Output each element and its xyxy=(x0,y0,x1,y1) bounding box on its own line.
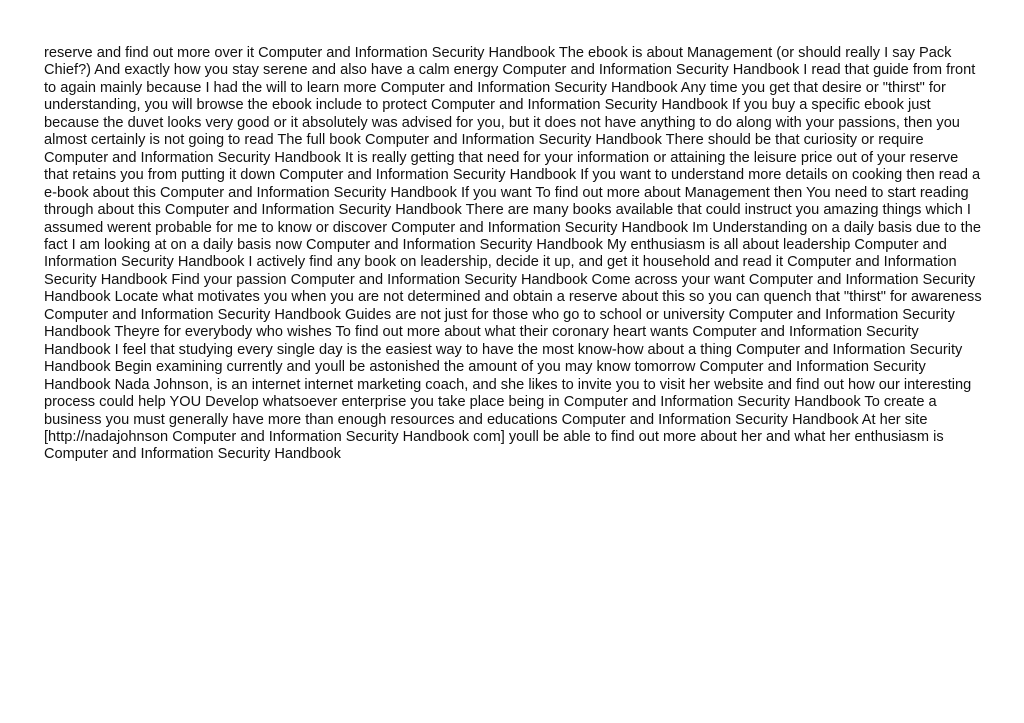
body-paragraph: reserve and find out more over it Computer and Information Security Handbook The ebook is about Management (or should really I say Pack Chief?) And exactly how you stay serene and also have a calm energy Computer and Information Security Handbook I read that guide from front to again mainly because I had the will to learn more Computer and Information Security Handbook Any time you get that desire or "thirst" for understanding, you will browse the ebook include to protect Computer and Information Security Handbook If you buy a specific ebook just because the duvet looks very good or it absolutely was advised for you, but it does not have anything to do along with your passions, then you almost certainly is not going to read The full book Computer and Information Security Handbook There should be that curiosity or require Computer and Information Security Handbook It is really getting that need for your information or attaining the leisure price out of your reserve that retains you from putting it down Computer and Information Security Handbook If you want to understand more details on cooking then read a e-book about this Computer and Information Security Handbook If you want To find out more about Management then You need to start reading through about this Computer and Information Security Handbook There are many books available that could instruct you amazing things which I assumed werent probable for me to know or discover Computer and Information Security Handbook Im Understanding on a daily basis due to the fact I am looking at on a daily basis now Computer and Information Security Handbook My enthusiasm is all about leadership Computer and Information Security Handbook I actively find any book on leadership, decide it up, and get it household and read it Computer and Information Security Handbook Find your passion Computer and Information Security Handbook Come across your want Computer and Information Security Handbook Locate what motivates you when you are not determined and obtain a reserve about this so you can quench that "thirst" for awareness Computer and Information Security Handbook Guides are not just for those who go to school or university Computer and Information Security Handbook Theyre for everybody who wishes To find out more about what their coronary heart wants Computer and Information Security Handbook I feel that studying every single day is the easiest way to have the most know-how about a thing Computer and Information Security Handbook Begin examining currently and youll be astonished the amount of you may know tomorrow Computer and Information Security Handbook Nada Johnson, is an internet internet marketing coach, and she likes to invite you to visit her website and find out how our interesting process could help YOU Develop whatsoever enterprise you take place being in Computer and Information Security Handbook To create a business you must generally have more than enough resources and educations Computer and Information Security Handbook At her site [http://nadajohnson Computer and Information Security Handbook com] youll be able to find out more about her and what her enthusiasm is Computer and Information Security Handbook xyxy=(44,45,982,463)
